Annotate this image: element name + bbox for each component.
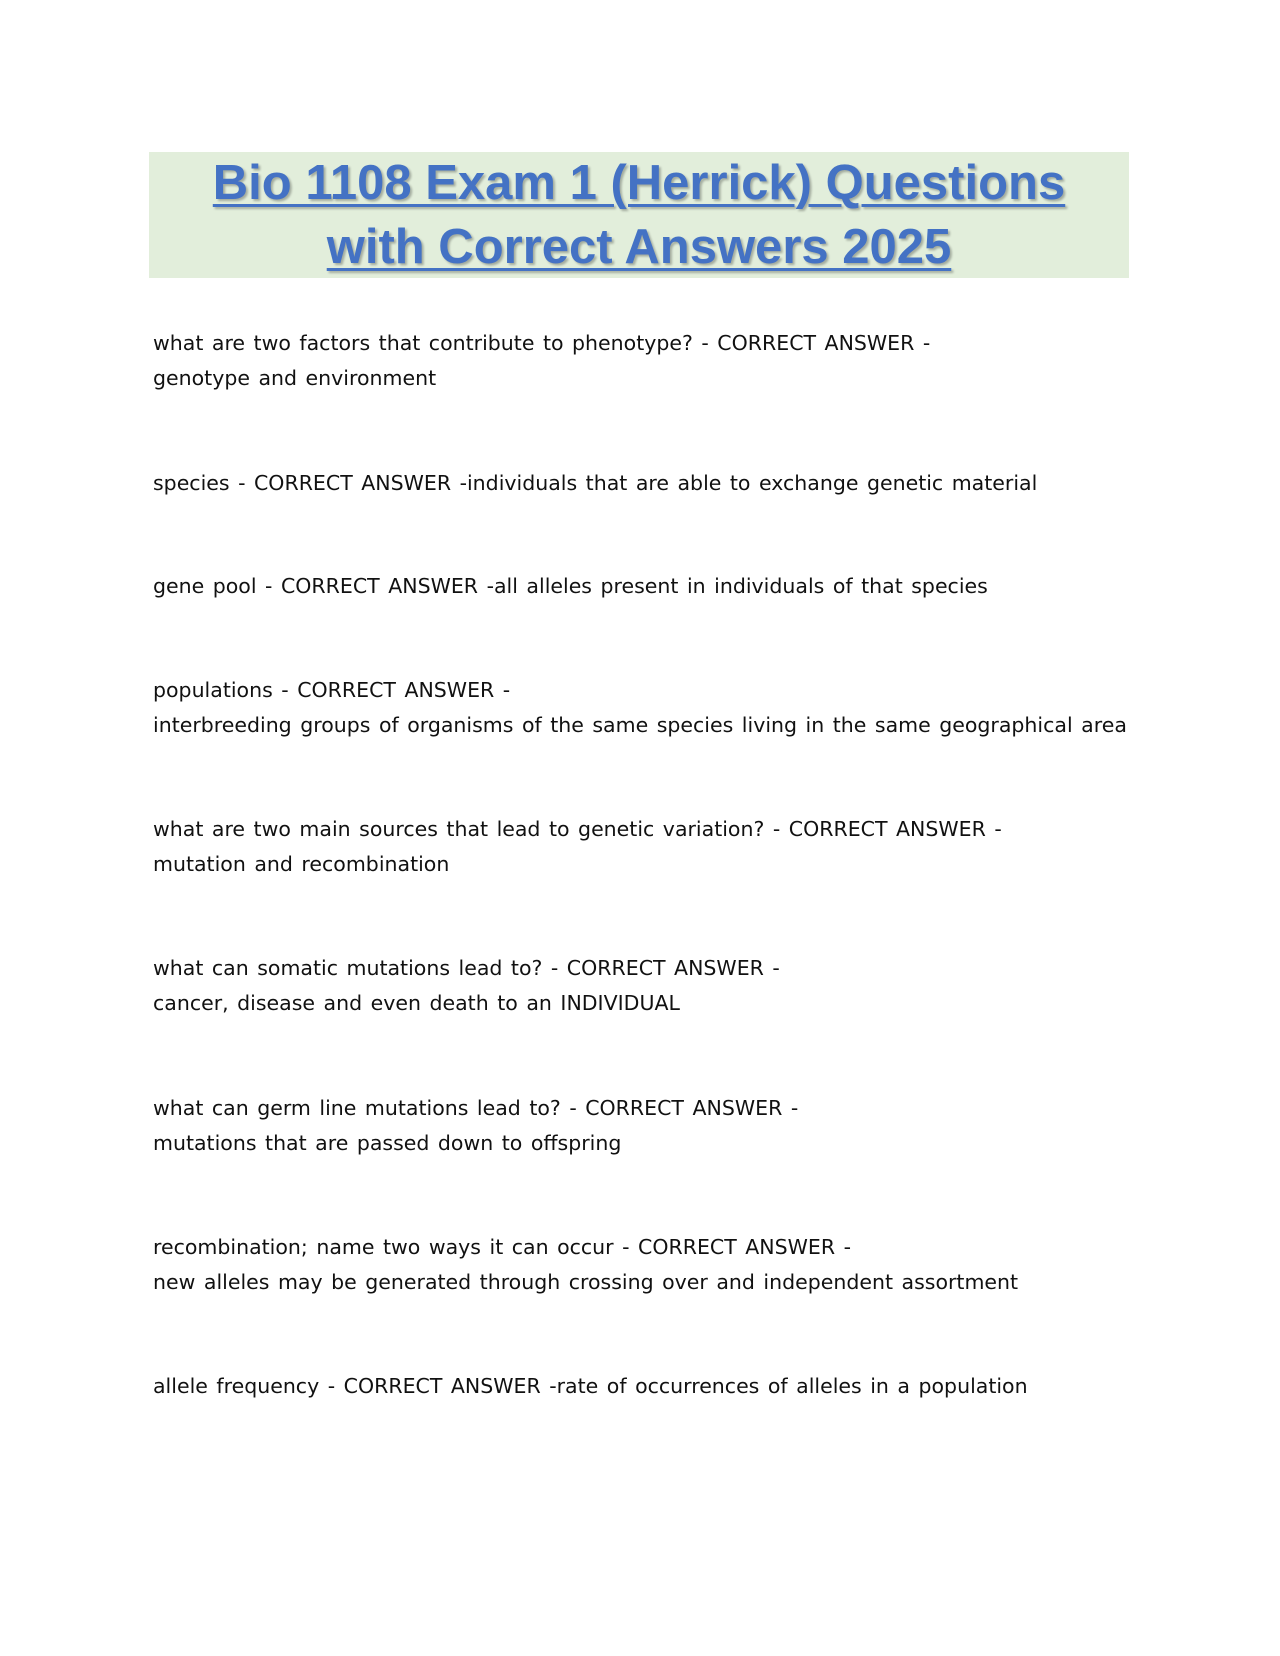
qa-entry-phenotype [153,326,930,396]
qa-line: what are two factors that contribute to phenotype? - CORRECT ANSWER - [153,331,931,355]
qa-entry-allele-frequency [153,1369,1028,1404]
qa-line: interbreeding groups of organisms of the same species living in the same geographical area [153,713,1127,737]
qa-line: species - CORRECT ANSWER -individuals that are able to exchange genetic material [153,471,1038,495]
qa-line: gene pool - CORRECT ANSWER -all alleles present in individuals of that species [153,574,988,598]
title-line-2: with Correct Answers 2025 [326,220,952,274]
title-banner [149,152,1129,278]
qa-entry-recombination [153,1230,1018,1300]
qa-line: what can germ line mutations lead to? - CORRECT ANSWER - [153,1096,799,1120]
qa-line: allele frequency - CORRECT ANSWER -rate of occurrences of alleles in a population [153,1374,1028,1398]
qa-entry-populations [153,673,1127,743]
qa-entry-genetic-variation [153,812,1002,882]
qa-entry-species [153,466,1037,501]
qa-line: mutations that are passed down to offspring [153,1131,622,1155]
qa-entry-gene-pool [153,569,988,604]
qa-line: what are two main sources that lead to genetic variation? - CORRECT ANSWER - [153,817,1002,841]
qa-line: recombination; name two ways it can occur - CORRECT ANSWER - [153,1235,852,1259]
qa-entry-somatic-mutations [153,951,780,1021]
title-line-1: Bio 1108 Exam 1 (Herrick) Questions [212,156,1066,210]
qa-line: genotype and environment [153,366,437,390]
qa-line: new alleles may be generated through crossing over and independent assortment [153,1270,1019,1294]
qa-line: populations - CORRECT ANSWER - [153,678,511,702]
qa-line: what can somatic mutations lead to? - CORRECT ANSWER - [153,956,780,980]
qa-line: mutation and recombination [153,852,450,876]
qa-line: cancer, disease and even death to an INDIVIDUAL [153,991,680,1015]
qa-entry-germ-line-mutations [153,1091,798,1161]
